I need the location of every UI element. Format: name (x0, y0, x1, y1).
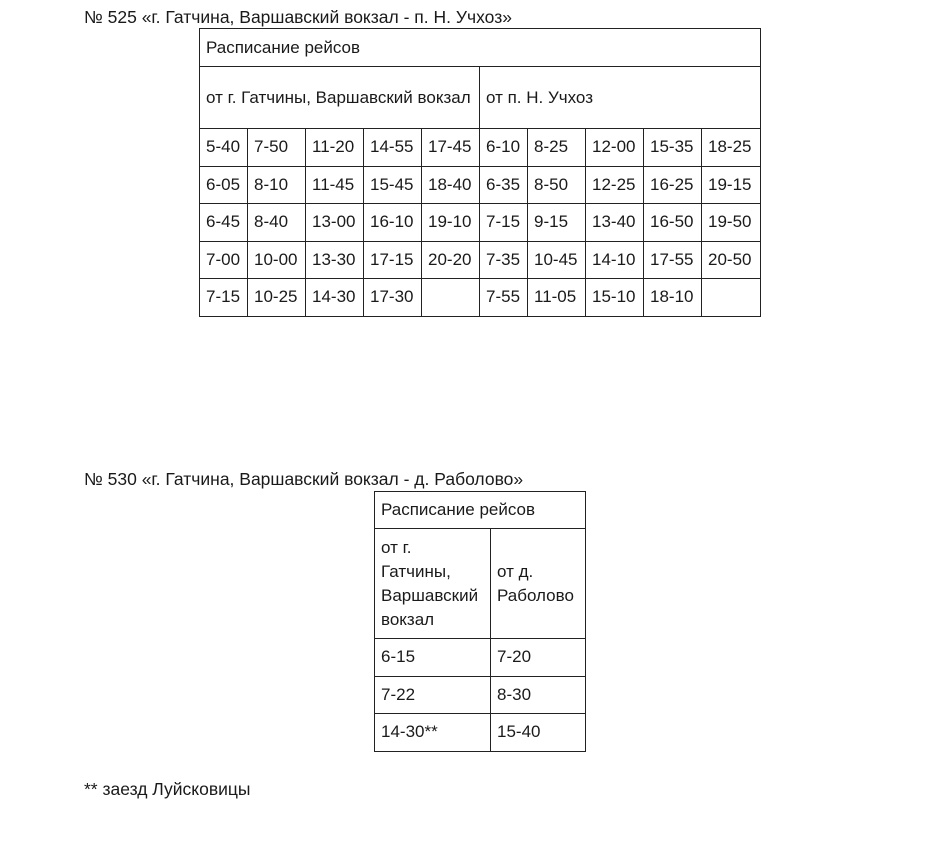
time-cell: 17-15 (364, 241, 422, 279)
route-530-title: № 530 «г. Гатчина, Варшавский вокзал - д. Раболово» (84, 469, 524, 489)
time-cell: 8-50 (528, 166, 586, 204)
route-525-times (200, 129, 761, 317)
time-cell: 12-25 (586, 166, 644, 204)
time-cell (702, 279, 761, 317)
time-cell: 14-10 (586, 241, 644, 279)
time-cell: 19-10 (422, 204, 480, 242)
time-cell: 11-05 (528, 279, 586, 317)
time-cell: 7-55 (480, 279, 528, 317)
time-cell: 15-35 (644, 129, 702, 167)
time-cell: 11-20 (306, 129, 364, 167)
time-cell: 8-30 (491, 676, 586, 714)
time-cell: 11-45 (306, 166, 364, 204)
table-row (200, 241, 761, 279)
time-cell: 19-50 (702, 204, 761, 242)
time-cell: 8-40 (248, 204, 306, 242)
time-cell: 7-15 (480, 204, 528, 242)
time-cell: 6-45 (200, 204, 248, 242)
time-cell: 13-00 (306, 204, 364, 242)
time-cell: 18-40 (422, 166, 480, 204)
time-cell: 7-20 (491, 639, 586, 677)
table-row (200, 129, 761, 167)
time-cell: 20-50 (702, 241, 761, 279)
direction-from-header: от г. Гатчины, Варшавский вокзал (200, 67, 480, 129)
time-cell: 18-25 (702, 129, 761, 167)
time-cell: 8-25 (528, 129, 586, 167)
time-cell: 10-45 (528, 241, 586, 279)
time-cell: 16-10 (364, 204, 422, 242)
time-cell: 7-22 (375, 676, 491, 714)
time-cell: 10-00 (248, 241, 306, 279)
time-cell: 13-40 (586, 204, 644, 242)
time-cell: 18-10 (644, 279, 702, 317)
table-row (375, 676, 586, 714)
time-cell: 6-15 (375, 639, 491, 677)
route-530-times (375, 639, 586, 752)
table-row (200, 279, 761, 317)
direction-to-header: от д. Раболово (491, 529, 586, 639)
time-cell: 5-40 (200, 129, 248, 167)
time-cell: 20-20 (422, 241, 480, 279)
table-row (200, 166, 761, 204)
time-cell: 6-35 (480, 166, 528, 204)
time-cell: 16-25 (644, 166, 702, 204)
time-cell: 10-25 (248, 279, 306, 317)
time-cell: 7-15 (200, 279, 248, 317)
time-cell: 9-15 (528, 204, 586, 242)
footnote: ** заезд Луйсковицы (84, 779, 251, 799)
time-cell: 17-45 (422, 129, 480, 167)
time-cell: 15-10 (586, 279, 644, 317)
time-cell: 16-50 (644, 204, 702, 242)
time-cell: 19-15 (702, 166, 761, 204)
time-cell: 7-00 (200, 241, 248, 279)
time-cell: 12-00 (586, 129, 644, 167)
route-525-schedule-table (199, 28, 761, 317)
time-cell: 15-45 (364, 166, 422, 204)
time-cell: 7-35 (480, 241, 528, 279)
direction-from-header: от г. Гатчины, Варшавский вокзал (375, 529, 491, 639)
time-cell: 14-30** (375, 714, 491, 752)
table-row (375, 639, 586, 677)
time-cell: 14-30 (306, 279, 364, 317)
route-525-title: № 525 «г. Гатчина, Варшавский вокзал - п. Н. Учхоз» (84, 7, 512, 27)
table-row (375, 714, 586, 752)
time-cell: 6-10 (480, 129, 528, 167)
time-cell: 6-05 (200, 166, 248, 204)
time-cell: 13-30 (306, 241, 364, 279)
schedule-header: Расписание рейсов (375, 492, 586, 529)
time-cell: 17-30 (364, 279, 422, 317)
direction-to-header: от п. Н. Учхоз (480, 67, 761, 129)
table-row (200, 204, 761, 242)
time-cell: 15-40 (491, 714, 586, 752)
time-cell: 14-55 (364, 129, 422, 167)
time-cell: 17-55 (644, 241, 702, 279)
route-530-schedule-table (374, 491, 586, 752)
time-cell: 7-50 (248, 129, 306, 167)
schedule-header: Расписание рейсов (200, 29, 761, 67)
time-cell: 8-10 (248, 166, 306, 204)
time-cell (422, 279, 480, 317)
